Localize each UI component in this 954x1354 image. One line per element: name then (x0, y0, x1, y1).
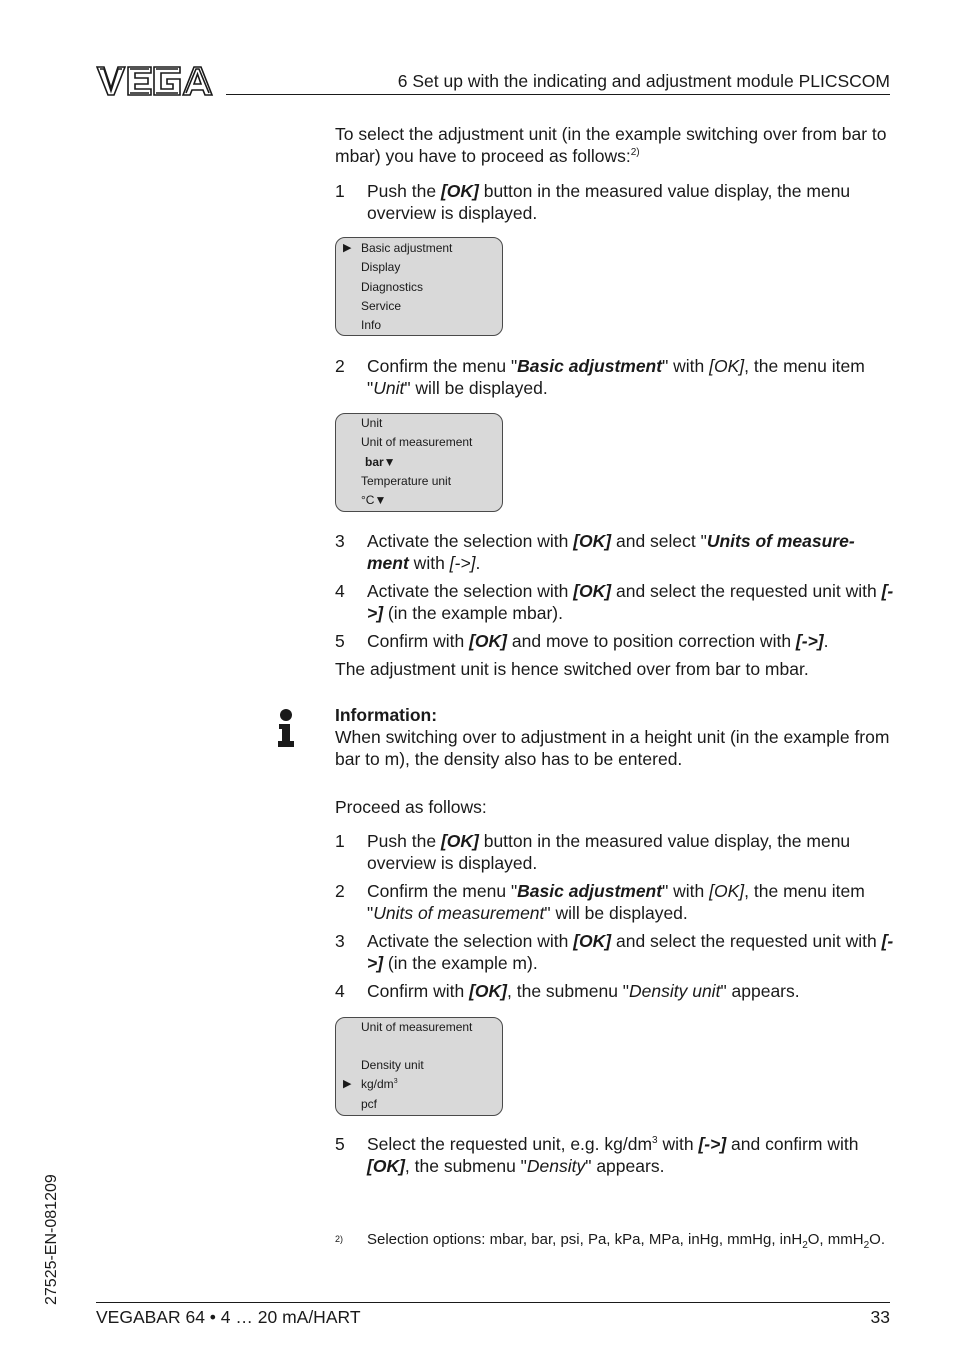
intro-paragraph: To select the adjustment unit (in the example switching over from bar to mbar) you have to proceed as follows:$^{2)}$ (335, 124, 887, 166)
menu-item-unit-of-measurement: Unit of measurement (361, 435, 473, 449)
step-b5: 5 Select the requested unit, e.g. $kg/dm^3$ with [->] and confirm with [OK], the submenu "Density" appears. (335, 1134, 859, 1176)
menu-item-density-unit: Density unit (361, 1058, 424, 1072)
footer-product: VEGABAR 64 • 4 … 20 mA/HART (96, 1307, 361, 1327)
step-a1: 1 Push the [OK] button in the measured value display, the menu overview is displayed. (335, 181, 851, 223)
menu-title-unit: Unit (361, 416, 383, 430)
footnote-ref[interactable]: 2) (630, 147, 640, 159)
step-a4: 4 Activate the selection with [OK] and select the requested unit with [->] (in the example mbar). (335, 581, 894, 623)
step-a3: 3 Activate the selection with [OK] and select "Units of measure-ment with [->]. (335, 531, 855, 573)
display-unit-menu (335, 413, 503, 512)
selection-arrow-icon: ▶ (343, 242, 352, 254)
conclusion-text: The adjustment unit is hence switched over from bar to mbar. (335, 659, 809, 679)
option-pcf: pcf (361, 1097, 378, 1111)
temperature-value: °C▼ (361, 493, 387, 507)
information-heading: Information: (335, 705, 438, 725)
menu-item-info: Info (361, 318, 382, 332)
header-title: 6 Set up with the indicating and adjustment module PLICSCOM (397, 71, 890, 91)
proceed-text: Proceed as follows: (335, 797, 487, 817)
step-b3: 3 Activate the selection with [OK] and select the requested unit with [->] (in the example m). (335, 931, 894, 973)
info-icon (276, 708, 296, 748)
step-b2: 2 Confirm the menu "Basic adjustment" with [OK], the menu item "Units of measurement" will be displayed. (335, 881, 865, 923)
vega-logo (96, 64, 214, 98)
menu-title-unit-of-measurement: Unit of measurement (361, 1020, 473, 1034)
header-rule (226, 94, 890, 95)
menu-item-service: Service (361, 299, 402, 313)
step-b4: 4 Confirm with [OK], the submenu "Density unit" appears. (335, 981, 800, 1001)
menu-item-diagnostics: Diagnostics (361, 280, 424, 294)
menu-item-display: Display (361, 260, 401, 274)
information-text: When switching over to adjustment in a height unit (in the example from bar to m), the density also has to be entered. (335, 727, 890, 769)
unit-value-bar: bar▼ (365, 455, 396, 469)
step-b1: 1 Push the [OK] button in the measured value display, the menu overview is displayed. (335, 831, 851, 873)
footer-rule (96, 1302, 890, 1303)
page-number: 33 (870, 1307, 890, 1327)
selection-arrow-icon: ▶ (343, 1078, 352, 1090)
option-kg-dm3: $kg/dm^3$ (361, 1077, 398, 1091)
display-menu-overview (335, 237, 503, 336)
display-density-unit-menu (335, 1017, 503, 1116)
step-a2: 2 Confirm the menu "Basic adjustment" with [OK], the menu item "Unit" will be displayed. (335, 356, 865, 398)
menu-item-basic-adjustment: Basic adjustment (361, 241, 453, 255)
document-id: 27525-EN-081209 (43, 1174, 60, 1305)
footnote: 2) Selection options: mbar, bar, psi, Pa, kPa, MPa, inHg, mmHg, inH$_2$O, mmH$_2$O. (335, 1231, 885, 1251)
menu-item-temperature-unit: Temperature unit (361, 474, 452, 488)
step-a5: 5 Confirm with [OK] and move to position correction with [->]. (335, 631, 829, 651)
